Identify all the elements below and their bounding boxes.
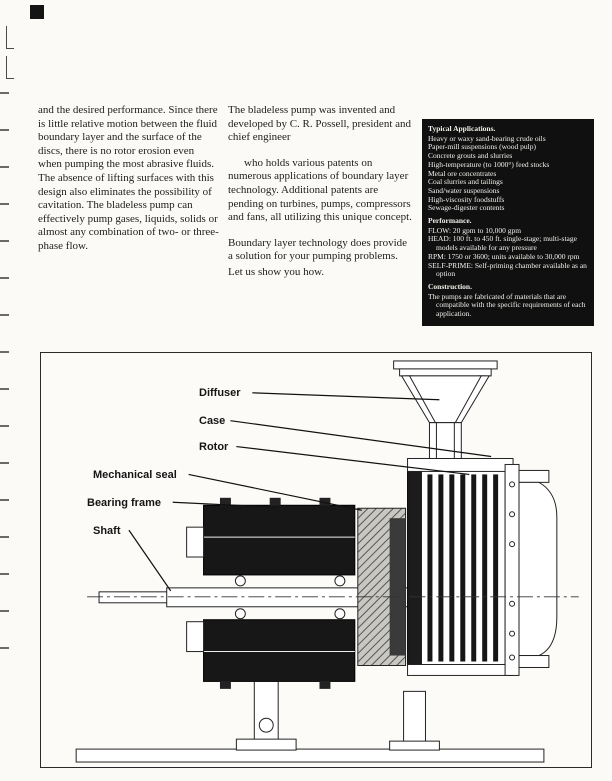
registration-mark <box>0 573 9 575</box>
registration-square <box>30 5 44 19</box>
label-rotor: Rotor <box>199 441 229 453</box>
registration-mark <box>0 499 9 501</box>
specs-line: FLOW: 20 gpm to 10,000 gpm <box>428 225 522 235</box>
specs-box <box>422 119 594 326</box>
registration-mark <box>0 277 9 279</box>
specs-line: HEAD: 100 ft. to 450 ft. single-stage; multi-stage models available for any pressure <box>428 234 577 253</box>
registration-mark <box>0 351 9 353</box>
registration-mark <box>0 166 9 168</box>
registration-mark <box>0 129 9 131</box>
paragraph: Boundary layer technology does provide a solution for your pumping problems. <box>228 236 408 263</box>
label-case: Case <box>199 415 226 427</box>
specs-line: Sewage-digester contents <box>428 203 505 213</box>
specs-line: High-viscosity foodstuffs <box>428 194 505 204</box>
specs-line: Heavy or waxy sand-bearing crude oils <box>428 133 546 143</box>
registration-mark <box>0 647 9 649</box>
registration-mark <box>0 536 9 538</box>
registration-mark <box>0 240 9 242</box>
specs-line: Paper-mill suspensions (wood pulp) <box>428 142 536 152</box>
specs-line: Sand/water suspensions <box>428 185 500 195</box>
body-column-2 <box>228 104 414 292</box>
body-column-1 <box>38 104 220 266</box>
specs-line: High-temperature (to 1000°) feed stocks <box>428 159 550 169</box>
registration-mark <box>0 425 9 427</box>
paragraph: The bladeless pump was invented and developed by C. R. Possell, president and chief engineer <box>228 104 412 144</box>
registration-mark <box>0 203 9 205</box>
registration-bracket <box>6 26 14 49</box>
registration-mark <box>0 314 9 316</box>
registration-mark <box>0 462 9 464</box>
label-bearing-frame: Bearing frame <box>87 497 161 509</box>
registration-mark <box>0 388 9 390</box>
specs-line: Metal ore concentrates <box>428 168 497 178</box>
specs-line: RPM: 1750 or 3600; units available to 30,000 rpm <box>428 251 580 261</box>
pump-diagram <box>40 352 592 768</box>
specs-section-title: Performance. <box>428 216 472 226</box>
paragraph: who holds various patents on numerous applications of boundary layer technology. Additional patents are pending on turbines, pumps, compressors and fans, all utilizing this unique concept. <box>228 156 412 224</box>
specs-line: Concrete grouts and slurries <box>428 151 513 161</box>
registration-mark <box>0 92 9 94</box>
specs-line: The pumps are fabricated of materials that are compatible with the specific requirements of each application. <box>428 291 586 319</box>
registration-mark <box>0 610 9 612</box>
label-shaft: Shaft <box>93 525 121 537</box>
paragraph: and the desired performance. Since there is little relative motion between the fluid boundary layer and the surface of the discs, there is no rotor erosion even when pumping the most abrasive fluids. The absence of lifting surfaces with this design also eliminates the possibility of cavitation. The bladeless pump can effectively pump gases, liquids, solids or almost any combination of two- or three-phase flow. <box>38 104 219 252</box>
pump-cross-section-drawing <box>41 353 591 767</box>
registration-bracket <box>6 56 14 79</box>
label-diffuser: Diffuser <box>199 387 241 399</box>
specs-line: SELF-PRIME: Self-priming chamber available as an option <box>428 260 587 279</box>
paragraph: Let us show you how. <box>228 265 325 278</box>
label-mechanical-seal: Mechanical seal <box>93 469 177 481</box>
specs-line: Coal slurries and tailings <box>428 177 503 187</box>
specs-section-title: Construction. <box>428 281 472 291</box>
specs-section-title: Typical Applications. <box>428 124 496 133</box>
